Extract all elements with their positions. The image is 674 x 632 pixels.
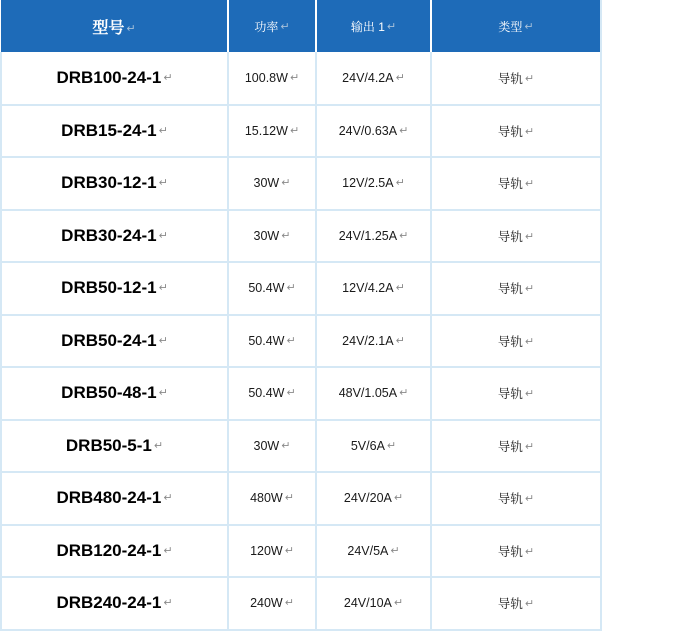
return-mark-icon: ↵	[163, 543, 173, 557]
output-value: 48V/1.05A	[338, 386, 398, 401]
power-value: 50.4W	[248, 333, 285, 348]
power-cell	[228, 420, 316, 473]
type-cell	[431, 420, 601, 473]
return-mark-icon: ↵	[524, 597, 535, 611]
output-value: 24V/2.1A	[342, 333, 394, 348]
return-mark-icon: ↵	[158, 281, 168, 295]
output-cell	[316, 420, 431, 473]
type-value: 导轨	[497, 492, 523, 507]
model-cell	[1, 105, 228, 158]
table-row	[1, 367, 601, 420]
power-cell	[228, 210, 316, 263]
type-cell	[431, 157, 601, 210]
model-cell	[1, 210, 228, 263]
power-value: 50.4W	[248, 386, 285, 401]
table-row	[1, 52, 601, 105]
type-value: 导轨	[497, 282, 523, 297]
model-cell	[1, 367, 228, 420]
output-value: 24V/1.25A	[338, 228, 398, 243]
model-cell	[1, 525, 228, 578]
output-cell	[316, 157, 431, 210]
output-value: 12V/4.2A	[342, 281, 394, 296]
model-value: DRB480-24-1	[56, 488, 162, 508]
column-label: 型号	[92, 19, 125, 37]
model-value: DRB50-48-1	[61, 383, 157, 403]
return-mark-icon: ↵	[524, 19, 534, 33]
return-mark-icon: ↵	[163, 70, 173, 84]
type-value: 导轨	[497, 439, 523, 454]
return-mark-icon: ↵	[286, 333, 296, 347]
type-value: 导轨	[497, 544, 523, 559]
model-cell	[1, 157, 228, 210]
model-cell	[1, 52, 228, 105]
return-mark-icon: ↵	[158, 228, 168, 242]
output-value: 12V/2.5A	[342, 176, 394, 191]
column-label: 功率	[254, 19, 279, 34]
table-row	[1, 420, 601, 473]
model-value: DRB15-24-1	[61, 120, 157, 140]
type-cell	[431, 367, 601, 420]
return-mark-icon: ↵	[289, 70, 300, 84]
type-cell	[431, 525, 601, 578]
return-mark-icon: ↵	[386, 19, 397, 33]
output-value: 24V/0.63A	[338, 123, 398, 138]
power-cell	[228, 577, 316, 630]
return-mark-icon: ↵	[289, 123, 300, 137]
power-cell	[228, 525, 316, 578]
model-value: DRB100-24-1	[56, 67, 162, 87]
type-value: 导轨	[497, 71, 523, 86]
table-row	[1, 262, 601, 315]
return-mark-icon: ↵	[395, 70, 405, 84]
model-cell	[1, 315, 228, 368]
type-cell	[431, 577, 601, 630]
column-header-type	[431, 0, 601, 52]
return-mark-icon: ↵	[158, 386, 168, 400]
return-mark-icon: ↵	[524, 71, 535, 85]
output-cell	[316, 262, 431, 315]
power-value: 30W	[253, 176, 280, 191]
type-cell	[431, 52, 601, 105]
return-mark-icon: ↵	[158, 176, 168, 190]
power-value: 30W	[253, 438, 280, 453]
return-mark-icon: ↵	[524, 124, 535, 138]
output-cell	[316, 525, 431, 578]
power-cell	[228, 262, 316, 315]
return-mark-icon: ↵	[158, 333, 168, 347]
table-row	[1, 210, 601, 263]
model-value: DRB240-24-1	[56, 593, 162, 613]
output-value: 24V/20A	[343, 491, 392, 506]
return-mark-icon: ↵	[399, 228, 409, 242]
return-mark-icon: ↵	[524, 544, 535, 558]
header-row	[1, 0, 601, 52]
table-row	[1, 157, 601, 210]
model-cell	[1, 577, 228, 630]
power-value: 30W	[253, 228, 280, 243]
model-value: DRB50-12-1	[61, 278, 157, 298]
output-value: 5V/6A	[350, 438, 385, 453]
column-label: 类型	[498, 19, 523, 34]
type-value: 导轨	[497, 177, 523, 192]
output-cell	[316, 315, 431, 368]
type-cell	[431, 262, 601, 315]
table-row	[1, 105, 601, 158]
return-mark-icon: ↵	[524, 387, 535, 401]
return-mark-icon: ↵	[395, 281, 405, 295]
output-value: 24V/10A	[343, 596, 392, 611]
output-cell	[316, 367, 431, 420]
return-mark-icon: ↵	[395, 176, 405, 190]
return-mark-icon: ↵	[163, 596, 173, 610]
return-mark-icon: ↵	[399, 123, 409, 137]
output-value: 24V/5A	[347, 543, 389, 558]
return-mark-icon: ↵	[395, 333, 405, 347]
output-cell	[316, 577, 431, 630]
return-mark-icon: ↵	[163, 491, 173, 505]
table-row	[1, 472, 601, 525]
type-cell	[431, 210, 601, 263]
return-mark-icon: ↵	[153, 438, 164, 452]
return-mark-icon: ↵	[524, 282, 535, 296]
model-value: DRB50-24-1	[61, 330, 157, 350]
output-cell	[316, 52, 431, 105]
model-cell	[1, 472, 228, 525]
return-mark-icon: ↵	[284, 596, 294, 610]
power-cell	[228, 52, 316, 105]
power-value: 240W	[250, 596, 283, 611]
type-cell	[431, 105, 601, 158]
return-mark-icon: ↵	[524, 229, 535, 243]
return-mark-icon: ↵	[286, 386, 296, 400]
column-label: 输出 1	[350, 19, 385, 34]
power-value: 15.12W	[244, 123, 288, 138]
return-mark-icon: ↵	[281, 228, 291, 242]
column-header-output1	[316, 0, 431, 52]
return-mark-icon: ↵	[390, 543, 400, 557]
type-value: 导轨	[497, 334, 523, 349]
power-value: 480W	[250, 491, 283, 506]
output-cell	[316, 472, 431, 525]
return-mark-icon: ↵	[524, 439, 535, 453]
return-mark-icon: ↵	[284, 543, 294, 557]
column-header-power	[228, 0, 316, 52]
return-mark-icon: ↵	[158, 123, 168, 137]
return-mark-icon: ↵	[524, 334, 535, 348]
model-value: DRB30-24-1	[61, 225, 157, 245]
return-mark-icon: ↵	[386, 438, 397, 452]
model-value: DRB120-24-1	[56, 540, 162, 560]
return-mark-icon: ↵	[524, 177, 535, 191]
return-mark-icon: ↵	[286, 281, 296, 295]
table-row	[1, 525, 601, 578]
type-value: 导轨	[497, 597, 523, 612]
power-cell	[228, 105, 316, 158]
return-mark-icon: ↵	[281, 176, 291, 190]
return-mark-icon: ↵	[281, 438, 291, 452]
power-cell	[228, 367, 316, 420]
model-value: DRB50-5-1	[65, 435, 152, 455]
output-cell	[316, 210, 431, 263]
column-header-model	[1, 0, 228, 52]
return-mark-icon: ↵	[524, 492, 535, 506]
model-cell	[1, 262, 228, 315]
return-mark-icon: ↵	[280, 19, 290, 33]
return-mark-icon: ↵	[393, 491, 404, 505]
power-value: 120W	[250, 543, 283, 558]
output-cell	[316, 105, 431, 158]
power-cell	[228, 472, 316, 525]
power-value: 100.8W	[244, 70, 288, 85]
return-mark-icon: ↵	[284, 491, 294, 505]
return-mark-icon: ↵	[126, 21, 136, 35]
return-mark-icon: ↵	[393, 596, 404, 610]
output-value: 24V/4.2A	[342, 70, 394, 85]
model-value: DRB30-12-1	[61, 173, 157, 193]
table-row	[1, 577, 601, 630]
type-cell	[431, 472, 601, 525]
type-value: 导轨	[497, 387, 523, 402]
model-cell	[1, 420, 228, 473]
table-row	[1, 315, 601, 368]
type-value: 导轨	[497, 124, 523, 139]
power-value: 50.4W	[248, 281, 285, 296]
return-mark-icon: ↵	[399, 386, 409, 400]
power-cell	[228, 157, 316, 210]
power-cell	[228, 315, 316, 368]
type-cell	[431, 315, 601, 368]
type-value: 导轨	[497, 229, 523, 244]
